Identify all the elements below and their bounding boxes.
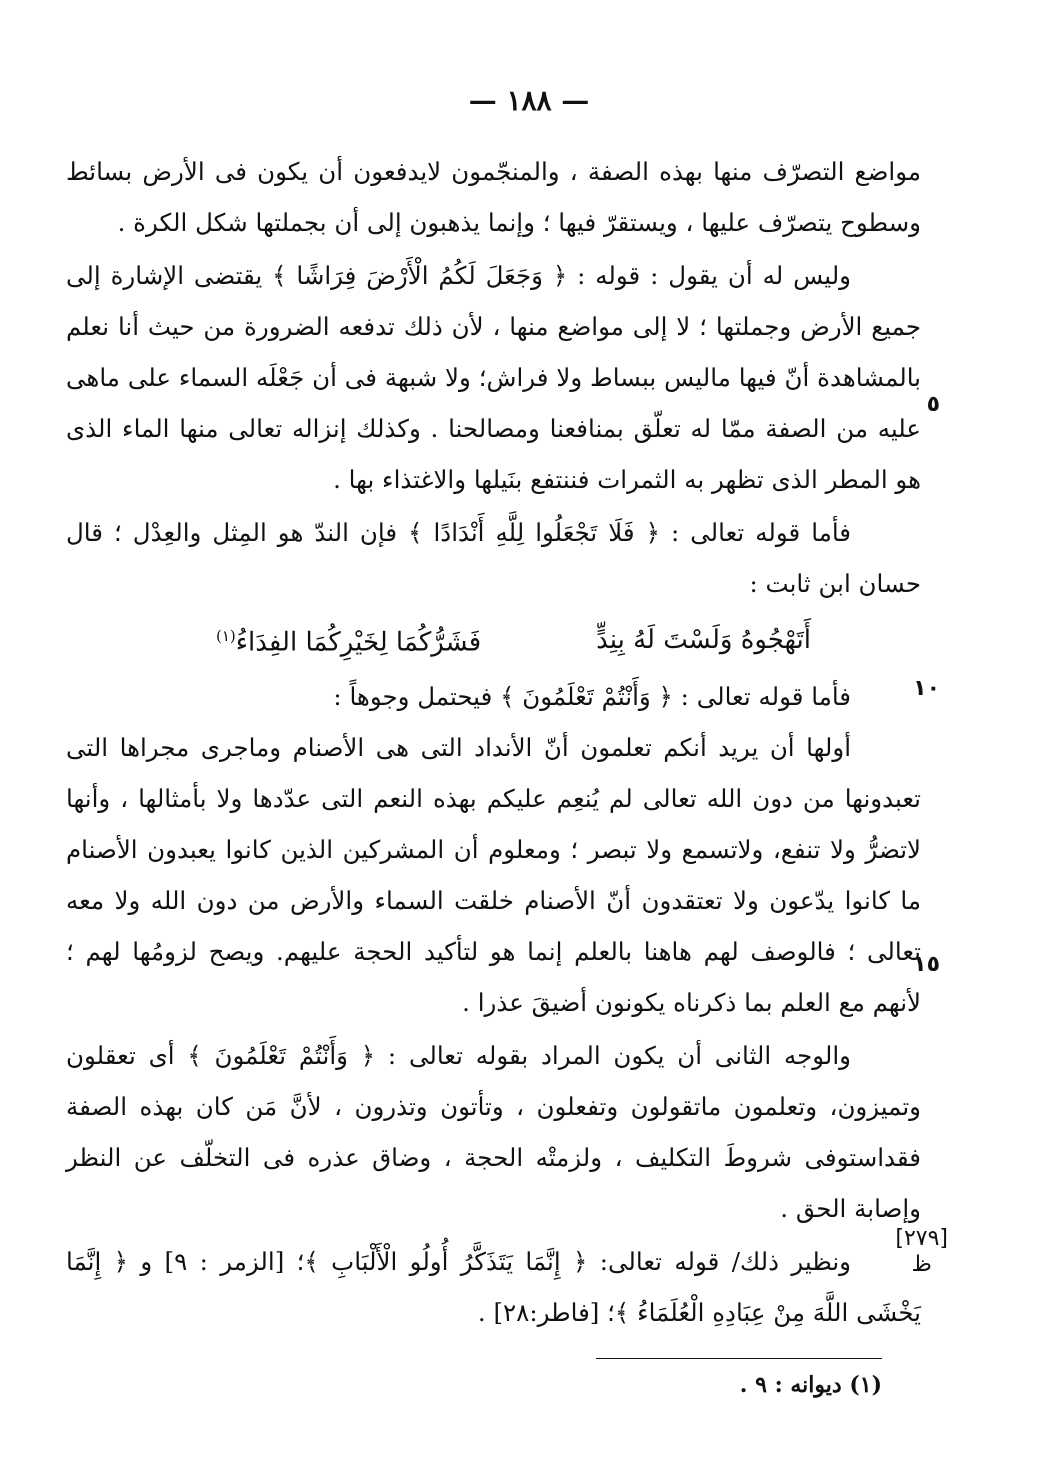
paragraph-7: ونظير ذلك/ قوله تعالى: ﴿ إِنَّمَا يَتَذَكَّرُ أُولُو الْأَلْبَابِ ﴾؛ [الزمر : ٩] و ﴿ إِنَّمَا يَخْشَى اللَّهَ مِنْ عِبَادِهِ الْعُلَمَاءُ ﴾؛ [فاطر:٢٨] .	[66, 1247, 921, 1327]
footnote: (١) ديوانه : ٩ .	[739, 1372, 882, 1398]
footnote-marker: (١)	[216, 627, 236, 646]
manuscript-folio-reference	[895, 1226, 948, 1278]
poem-verse	[66, 609, 921, 671]
verse-first-hemistich: أَتَهْجُوهُ وَلَسْتَ لَهُ بِنِدٍّ	[596, 624, 811, 655]
verse-second-hemistich: فَشَرُّكُمَا لِخَيْرِكُمَا الفِدَاءُ$^{(١)}$	[216, 627, 482, 658]
line-number-15: ١٥	[913, 952, 940, 977]
paragraph-5: أولها أن يريد أنكم تعلمون أنّ الأنداد التى هى الأصنام وماجرى مجراها التى تعبدونها من دون الله تعالى لم يُنعِم عليكم بهذه النعم التى عدّدها ولا بأمثالها ، وأنها لاتضرُّ ولا تنفع، ولاتسمع ولا تبصر ؛ ومعلوم أن المشركين الذين كانوا يعبدون الأصنام ما كانوا يدّعون ولا تعتقدون أنّ الأصنام خلقت السماء والأرض من دون الله ولا معه تعالى ؛ فالوصف لهم هاهنا بالعلم إنما هو لتأكيد الحجة عليهم. ويصح لزومُها لهم ؛ لأنهم مع العلم بما ذكرناه يكونون أضيقَ عذرا .	[66, 733, 921, 1017]
manuscript-siglum: ظ	[911, 1252, 932, 1277]
paragraph-4: فأما قوله تعالى : ﴿ وَأَنْتُمْ تَعْلَمُونَ ﴾ فيحتمل وجوهاً :	[333, 682, 851, 711]
paragraph-2: وليس له أن يقول : قوله : ﴿ وَجَعَلَ لَكُمُ الْأَرْضَ فِرَاشًا ﴾ يقتضى الإشارة إلى جميع الأرض وجملتها ؛ لا إلى مواضع منها ، لأن ذلك تدفعه الضرورة من حيث أنا نعلم بالمشاهدة أنّ فيها ماليس ببساط ولا فراش؛ ولا شبهة فى أن جَعْلَه السماء على ماهى عليه من الصفة ممّا له تعلّق بمنافعنا ومصالحنا . وكذلك إنزاله تعالى منها الماء الذى هو المطر الذى تظهر به الثمرات فننتفع بنَيلها والاغتذاء بها .	[66, 261, 921, 494]
line-number-10: ١٠	[913, 676, 940, 701]
paragraph-6: والوجه الثانى أن يكون المراد بقوله تعالى : ﴿ وَأَنْتُمْ تَعْلَمُونَ ﴾ أى تعقلون وتميزون، وتعلمون ماتقولون وتفعلون ، وتأتون وتذرون ، لأنَّ مَن كان بهذه الصفة فقداستوفى شروطَ التكليف ، ولزمتْه الحجة ، وضاق عذره فى التخلّف عن النظر وإصابة الحق .	[66, 1041, 921, 1223]
footnote-separator	[596, 1358, 882, 1359]
line-number-5: ٥	[926, 392, 940, 417]
page-number: — ١٨٨ —	[468, 84, 590, 117]
main-text	[66, 146, 921, 1338]
paragraph-1: مواضع التصرّف منها بهذه الصفة ، والمنجّمون لايدفعون أن يكون فى الأرض بسائط وسطوح يتصرّف عليها ، ويستقرّ فيها ؛ وإنما يذهبون إلى أن بجملتها شكل الكرة .	[66, 157, 921, 237]
folio-number: [٢٧٩]	[895, 1226, 948, 1251]
paragraph-3: فأما قوله تعالى : ﴿ فَلَا تَجْعَلُوا لِلَّهِ أَنْدَادًا ﴾ فإن الندّ هو المِثل والعِدْل ؛ قال حسان ابن ثابت :	[66, 518, 921, 598]
